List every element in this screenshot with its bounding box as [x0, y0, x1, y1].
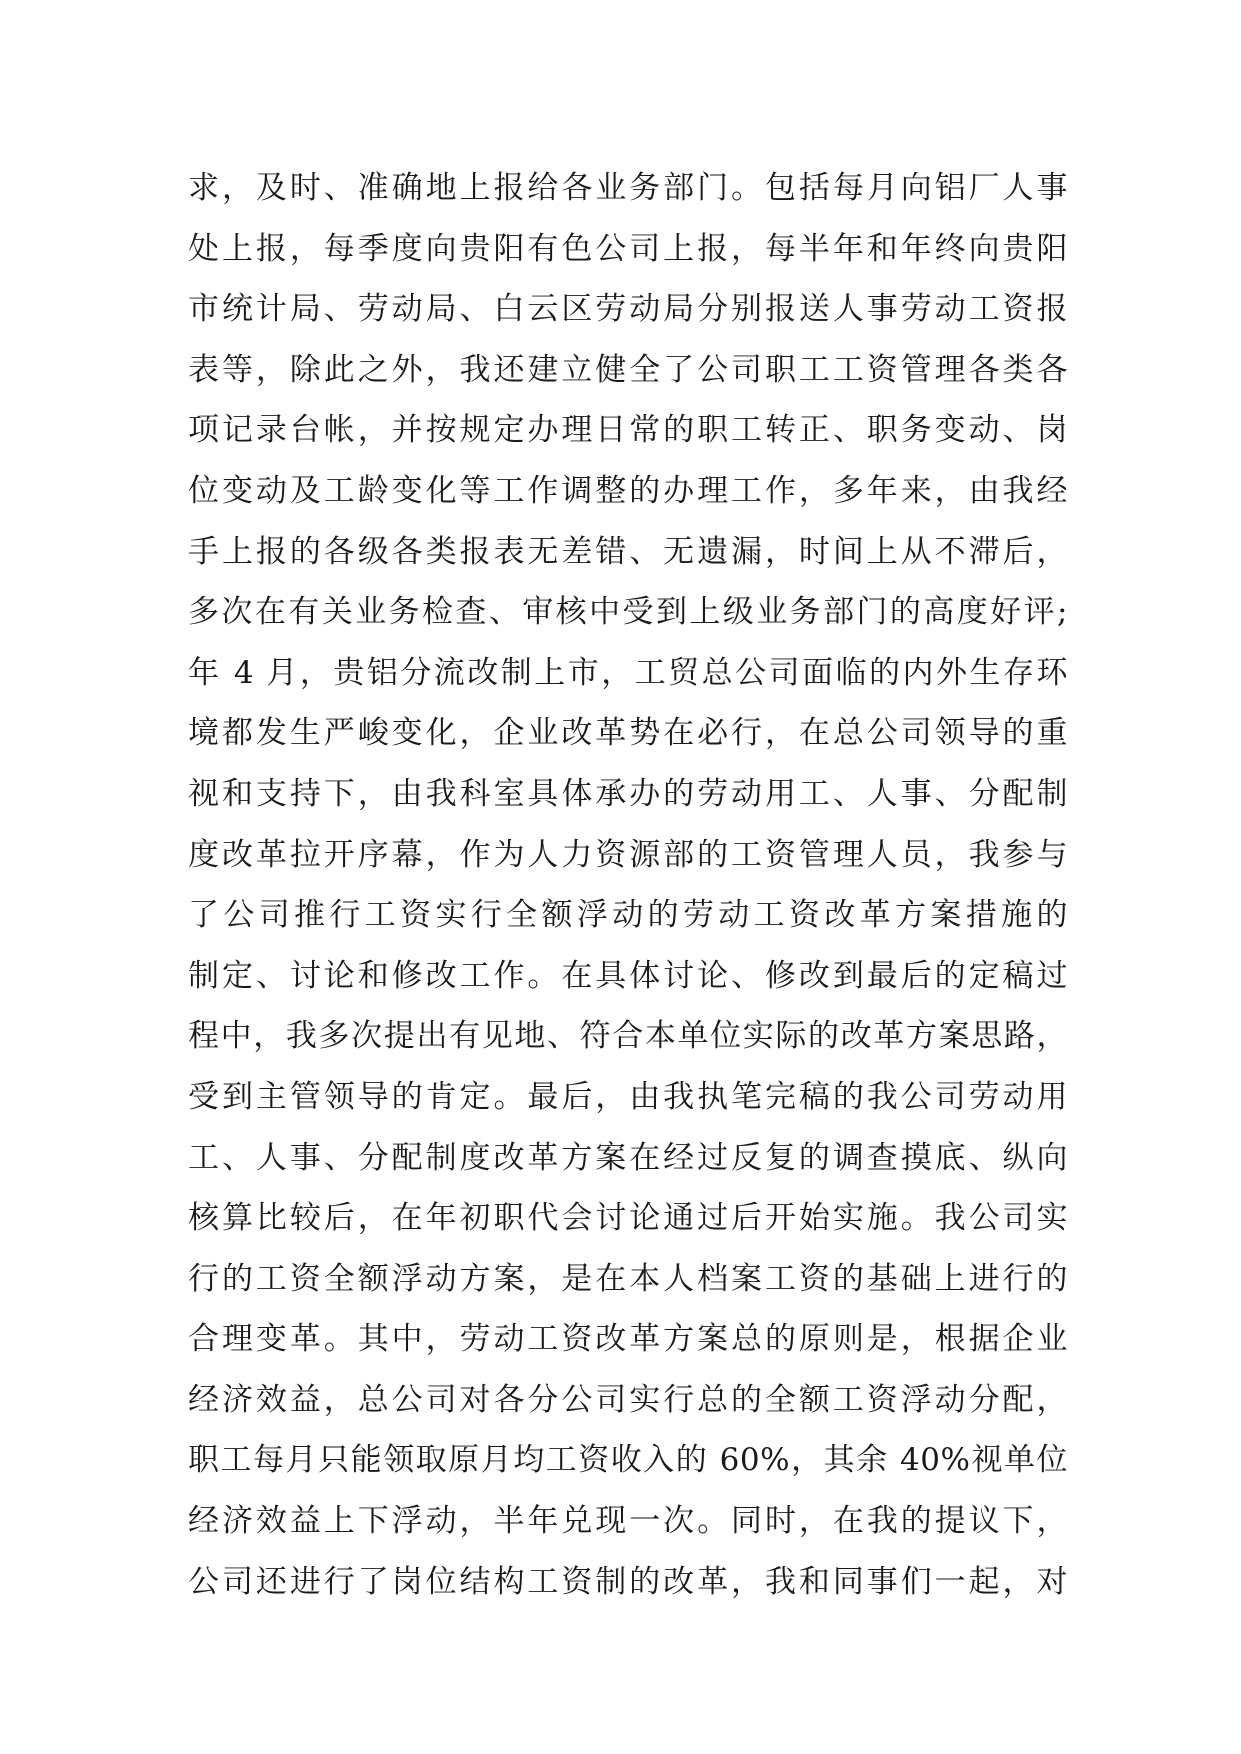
text-line: 视和支持下，由我科室具体承办的劳动用工、人事、分配制: [188, 775, 1068, 812]
text-line: 公司还进行了岗位结构工资制的改革，我和同事们一起，对: [188, 1563, 1068, 1600]
text-line: 职工每月只能领取原月均工资收入的 60%，其余 40%视单位: [188, 1442, 1068, 1479]
text-line: 位变动及工龄变化等工作调整的办理工作，多年来，由我经: [188, 472, 1068, 509]
body-text: [188, 158, 1068, 1612]
text-line: 核算比较后，在年初职代会讨论通过后开始实施。我公司实: [188, 1200, 1068, 1237]
text-line: 境都发生严峻变化，企业改革势在必行，在总公司领导的重: [188, 715, 1068, 752]
text-line: 经济效益上下浮动，半年兑现一次。同时，在我的提议下，: [188, 1503, 1068, 1540]
text-line: 处上报，每季度向贵阳有色公司上报，每半年和年终向贵阳: [188, 230, 1068, 267]
text-line: 手上报的各级各类报表无差错、无遗漏，时间上从不滞后，: [188, 533, 1068, 570]
text-line: 了公司推行工资实行全额浮动的劳动工资改革方案措施的: [188, 897, 1068, 934]
text-line: 工、人事、分配制度改革方案在经过反复的调查摸底、纵向: [188, 1139, 1068, 1176]
text-line: 经济效益，总公司对各分公司实行总的全额工资浮动分配，: [188, 1381, 1068, 1418]
text-line: 制定、讨论和修改工作。在具体讨论、修改到最后的定稿过: [188, 957, 1068, 994]
text-line: 市统计局、劳动局、白云区劳动局分别报送人事劳动工资报: [188, 291, 1068, 328]
text-line: 受到主管领导的肯定。最后，由我执笔完稿的我公司劳动用: [188, 1078, 1068, 1115]
text-line: 项记录台帐，并按规定办理日常的职工转正、职务变动、岗: [188, 412, 1068, 449]
text-line: 多次在有关业务检查、审核中受到上级业务部门的高度好评;: [188, 594, 1068, 631]
text-line: 年 4 月，贵铝分流改制上市，工贸总公司面临的内外生存环: [188, 654, 1068, 691]
text-line: 行的工资全额浮动方案，是在本人档案工资的基础上进行的: [188, 1260, 1068, 1297]
text-line: 表等，除此之外，我还建立健全了公司职工工资管理各类各: [188, 351, 1068, 388]
text-line: 求，及时、准确地上报给各业务部门。包括每月向铝厂人事: [188, 170, 1068, 206]
text-line: 程中，我多次提出有见地、符合本单位实际的改革方案思路，: [188, 1018, 1068, 1055]
text-line: 度改革拉开序幕，作为人力资源部的工资管理人员，我参与: [188, 836, 1068, 873]
text-line: 合理变革。其中，劳动工资改革方案总的原则是，根据企业: [188, 1321, 1068, 1358]
